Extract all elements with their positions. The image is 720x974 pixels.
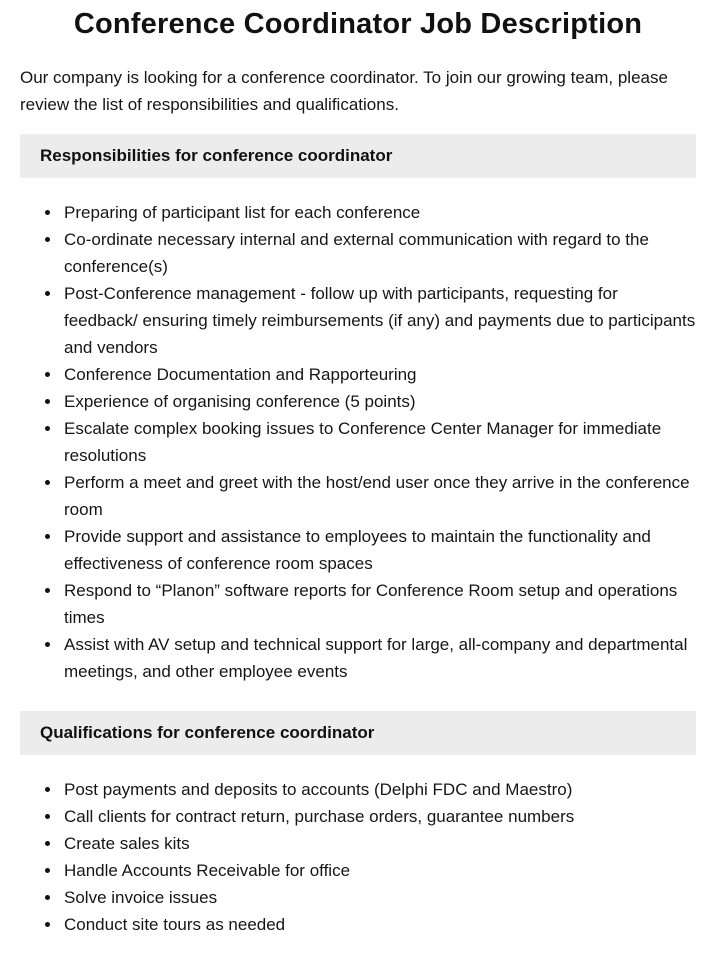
page-title: Conference Coordinator Job Description bbox=[73, 8, 643, 40]
list-item: • Experience of organising conference (5 points) bbox=[62, 388, 696, 415]
list-item: • Provide support and assistance to employees to maintain the functionality and effectiveness of conference room spaces bbox=[62, 523, 696, 577]
section-responsibilities bbox=[20, 134, 696, 685]
list-item: • Assist with AV setup and technical support for large, all-company and departmental meetings, and other employee events bbox=[62, 631, 696, 685]
section-qualifications bbox=[20, 711, 696, 938]
intro-paragraph: Our company is looking for a conference coordinator. To join our growing team, please review the list of responsibilities and qualifications. bbox=[20, 68, 668, 114]
list-item: • Conduct site tours as needed bbox=[62, 911, 696, 938]
list-item: • Preparing of participant list for each conference bbox=[62, 199, 696, 226]
list-item: • Escalate complex booking issues to Conference Center Manager for immediate resolutions bbox=[62, 415, 696, 469]
list-item: • Post-Conference management - follow up with participants, requesting for feedback/ ensuring timely reimbursements (if any) and payments due to participants and vendors bbox=[62, 280, 696, 361]
list-item: • Co-ordinate necessary internal and external communication with regard to the conference(s) bbox=[62, 226, 696, 280]
list-item: • Solve invoice issues bbox=[62, 884, 696, 911]
list-item: • Call clients for contract return, purchase orders, guarantee numbers bbox=[62, 803, 696, 830]
list-item: • Conference Documentation and Rapporteuring bbox=[62, 361, 696, 388]
section-heading-responsibilities: Responsibilities for conference coordinator bbox=[20, 134, 696, 178]
section-heading-qualifications: Qualifications for conference coordinator bbox=[20, 711, 696, 755]
list-item: • Perform a meet and greet with the host/end user once they arrive in the conference room bbox=[62, 469, 696, 523]
list-item: • Respond to “Planon” software reports for Conference Room setup and operations times bbox=[62, 577, 696, 631]
responsibilities-list bbox=[20, 199, 696, 685]
list-item: • Create sales kits bbox=[62, 830, 696, 857]
qualifications-list bbox=[20, 776, 696, 938]
list-item: • Post payments and deposits to accounts (Delphi FDC and Maestro) bbox=[62, 776, 696, 803]
list-item: • Handle Accounts Receivable for office bbox=[62, 857, 696, 884]
